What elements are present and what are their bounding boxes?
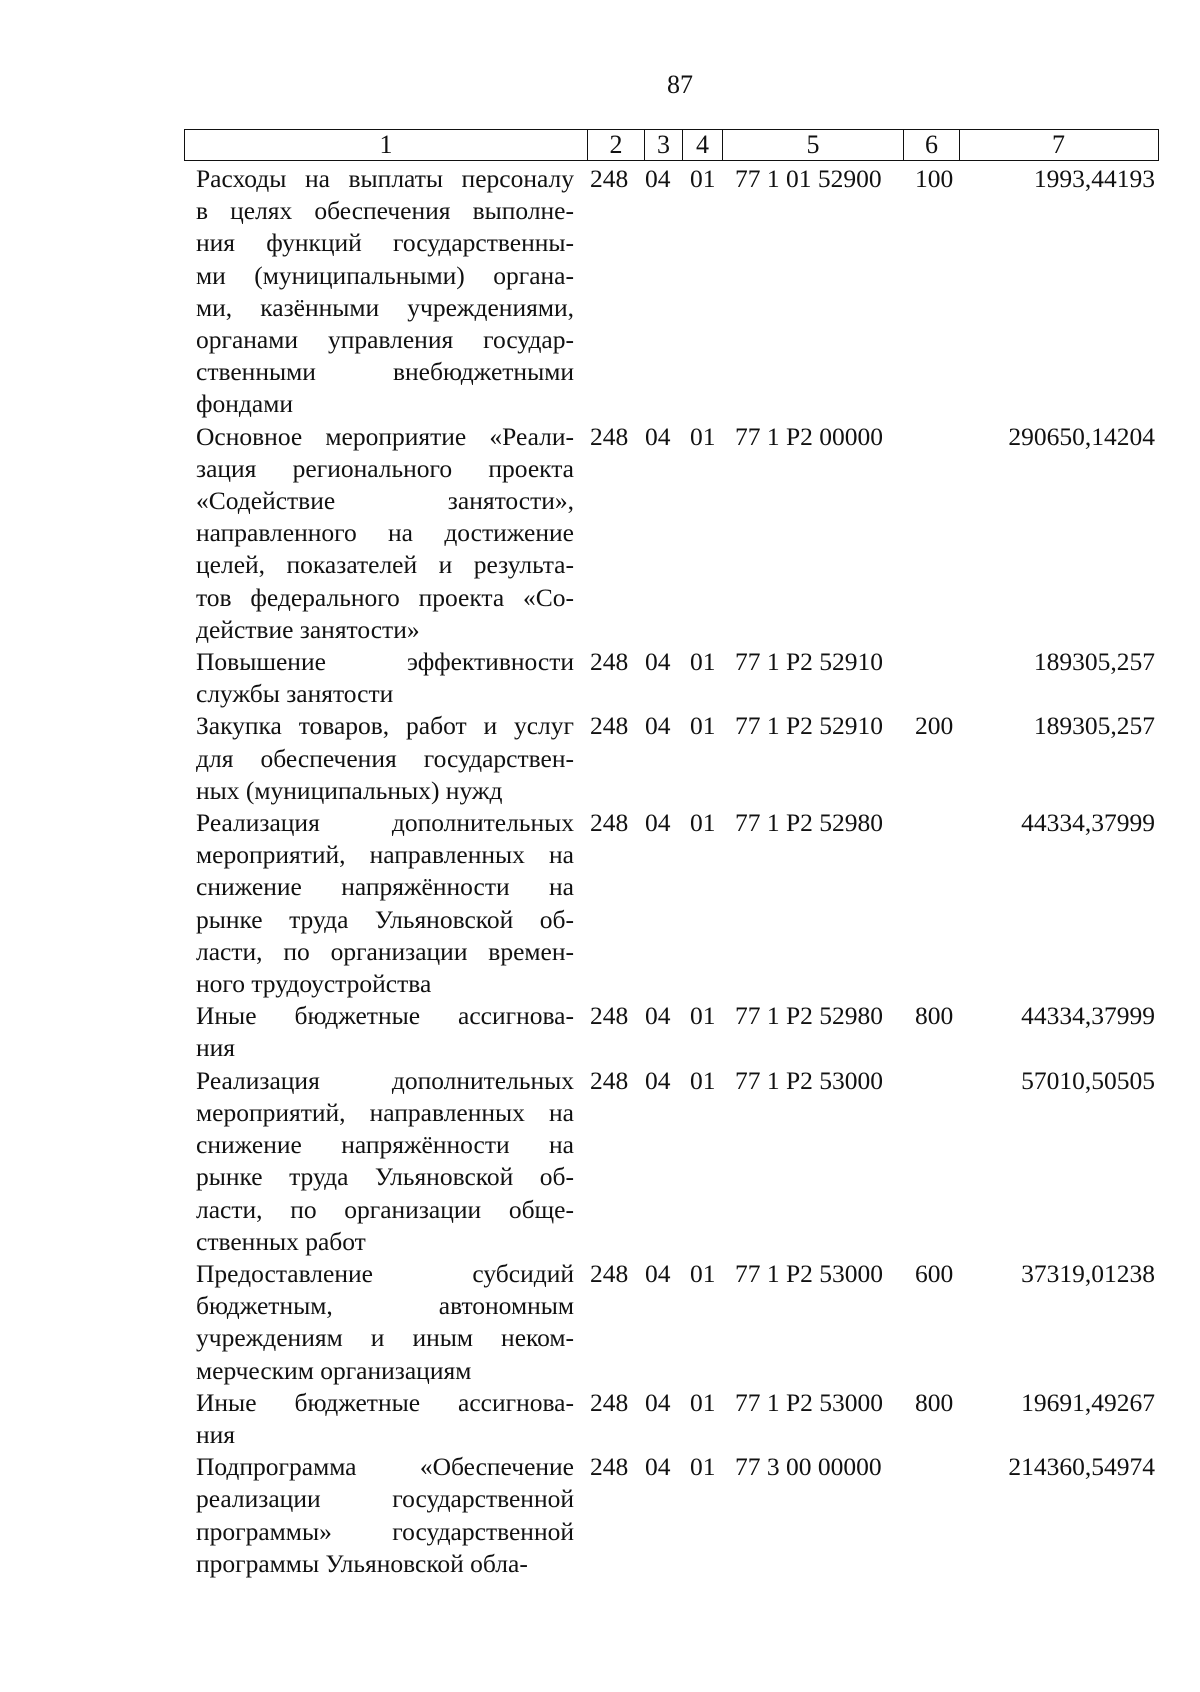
- cell-col-6: 800: [915, 1387, 954, 1417]
- row-description: [196, 163, 574, 421]
- table-row: [196, 1258, 1196, 1387]
- table-row: [196, 1387, 1196, 1451]
- header-col-5: 5: [723, 130, 904, 160]
- cell-col-4: 01: [690, 1065, 716, 1095]
- cell-col-5: 77 1 Р2 00000: [735, 421, 884, 451]
- cell-col-5: 77 1 01 52900: [735, 164, 882, 193]
- cell-col-7: 1993,44193: [1033, 164, 1155, 193]
- table-row: [196, 646, 1196, 710]
- description-line: мероприятий, направленных на: [196, 1097, 574, 1127]
- cell-col-2: 248: [590, 1258, 629, 1288]
- cell-col-2: 248: [590, 711, 629, 741]
- cell-col-4: 01: [690, 808, 716, 838]
- description-line: ственными внебюджетными: [196, 357, 574, 387]
- description-line: бюджетным, автономным: [196, 1291, 574, 1321]
- cell-col-2: 248: [590, 1452, 629, 1482]
- cell-col-7: 19691,49267: [1021, 1387, 1155, 1417]
- header-col-3: 3: [645, 130, 683, 160]
- cell-col-7: 189305,257: [1033, 647, 1155, 677]
- table-row: [196, 710, 1196, 807]
- description-line: ми, казёнными учреждениями,: [196, 292, 574, 322]
- description-line: действие занятости»: [196, 614, 420, 644]
- header-col-6: 6: [904, 130, 960, 160]
- row-description: [196, 1387, 574, 1451]
- table-row: [196, 421, 1196, 646]
- description-line: ми (муниципальными) органа-: [196, 260, 574, 290]
- cell-col-4: 01: [690, 1001, 716, 1031]
- page-number: 87: [667, 70, 693, 99]
- description-line: органами управления государ-: [196, 325, 574, 355]
- header-col-1: 1: [185, 130, 588, 160]
- description-line: рынке труда Ульяновской об-: [196, 1162, 574, 1192]
- cell-col-6: 800: [915, 1001, 954, 1031]
- description-line: «Содействие занятости»,: [196, 486, 574, 516]
- table-row: [196, 1000, 1196, 1064]
- row-description: [196, 710, 574, 807]
- cell-col-3: 04: [645, 1001, 671, 1031]
- row-description: [196, 1451, 574, 1580]
- description-line: Закупка товаров, работ и услуг: [196, 711, 574, 741]
- description-line: программы» государственной: [196, 1516, 574, 1546]
- row-description: [196, 646, 574, 710]
- cell-col-3: 04: [645, 1387, 671, 1417]
- description-line: ласти, по организации времен-: [196, 936, 574, 966]
- cell-col-7: 44334,37999: [1021, 808, 1155, 838]
- cell-col-2: 248: [590, 1001, 629, 1031]
- description-line: тов федерального проекта «Со-: [196, 582, 574, 612]
- cell-col-4: 01: [690, 1258, 716, 1288]
- cell-col-4: 01: [690, 1452, 716, 1482]
- cell-col-5: 77 1 Р2 52910: [735, 711, 884, 741]
- row-description: [196, 1000, 574, 1064]
- table-row: [196, 1065, 1196, 1258]
- cell-col-6: 200: [915, 711, 954, 741]
- description-line: снижение напряжённости на: [196, 1130, 574, 1160]
- description-line: целей, показателей и результа-: [196, 550, 574, 580]
- description-line: фондами: [196, 389, 293, 419]
- cell-col-3: 04: [645, 647, 671, 677]
- cell-col-5: 77 3 00 00000: [735, 1452, 882, 1482]
- table-body: [196, 163, 1196, 1580]
- row-description: [196, 1065, 574, 1258]
- description-line: ния функций государственны-: [196, 228, 574, 258]
- cell-col-2: 248: [590, 647, 629, 677]
- cell-col-5: 77 1 Р2 53000: [735, 1258, 884, 1288]
- description-line: ных (муниципальных) нужд: [196, 775, 503, 805]
- description-line: мероприятий, направленных на: [196, 840, 574, 870]
- header-col-4: 4: [683, 130, 723, 160]
- description-line: зация регионального проекта: [196, 453, 574, 483]
- cell-col-2: 248: [590, 164, 629, 193]
- description-line: снижение напряжённости на: [196, 872, 574, 902]
- cell-col-3: 04: [645, 808, 671, 838]
- cell-col-4: 01: [690, 647, 716, 677]
- table-row: [196, 807, 1196, 1000]
- description-line: Повышение эффективности: [196, 647, 574, 677]
- description-line: ласти, по организации обще-: [196, 1194, 574, 1224]
- description-line: направленного на достижение: [196, 518, 574, 548]
- description-line: Реализация дополнительных: [196, 1065, 574, 1095]
- description-line: Основное мероприятие «Реали-: [196, 421, 574, 451]
- description-line: Иные бюджетные ассигнова-: [196, 1387, 574, 1417]
- description-line: учреждениям и иным неком-: [196, 1323, 574, 1353]
- description-line: службы занятости: [196, 679, 394, 709]
- cell-col-2: 248: [590, 1065, 629, 1095]
- description-line: ственных работ: [196, 1226, 366, 1256]
- cell-col-5: 77 1 Р2 52980: [735, 1001, 884, 1031]
- cell-col-3: 04: [645, 164, 671, 193]
- cell-col-6: 600: [915, 1258, 954, 1288]
- cell-col-3: 04: [645, 421, 671, 451]
- cell-col-4: 01: [690, 1387, 716, 1417]
- table-row: [196, 1451, 1196, 1580]
- cell-col-4: 01: [690, 421, 716, 451]
- description-line: реализации государственной: [196, 1484, 574, 1514]
- row-description: [196, 1258, 574, 1387]
- cell-col-3: 04: [645, 711, 671, 741]
- description-line: в целях обеспечения выполне-: [196, 196, 574, 226]
- cell-col-5: 77 1 Р2 53000: [735, 1387, 884, 1417]
- cell-col-7: 57010,50505: [1021, 1065, 1155, 1095]
- row-description: [196, 421, 574, 646]
- table-row: [196, 163, 1196, 421]
- cell-col-5: 77 1 Р2 53000: [735, 1065, 884, 1095]
- description-line: программы Ульяновской обла-: [196, 1548, 528, 1578]
- cell-col-5: 77 1 Р2 52980: [735, 808, 884, 838]
- cell-col-3: 04: [645, 1452, 671, 1482]
- cell-col-7: 37319,01238: [1021, 1258, 1155, 1288]
- cell-col-7: 214360,54974: [1008, 1452, 1155, 1482]
- cell-col-4: 01: [690, 711, 716, 741]
- cell-col-4: 01: [690, 164, 716, 193]
- cell-col-6: 100: [915, 164, 954, 193]
- cell-col-3: 04: [645, 1065, 671, 1095]
- description-line: для обеспечения государствен-: [196, 743, 574, 773]
- description-line: Расходы на выплаты персоналу: [196, 164, 574, 193]
- cell-col-7: 44334,37999: [1021, 1001, 1155, 1031]
- description-line: Предоставление субсидий: [196, 1258, 574, 1288]
- cell-col-7: 290650,14204: [1008, 421, 1155, 451]
- row-description: [196, 807, 574, 1000]
- cell-col-2: 248: [590, 808, 629, 838]
- description-line: Подпрограмма «Обеспечение: [196, 1452, 574, 1482]
- cell-col-2: 248: [590, 1387, 629, 1417]
- description-line: Иные бюджетные ассигнова-: [196, 1001, 574, 1031]
- cell-col-3: 04: [645, 1258, 671, 1288]
- header-col-7: 7: [1052, 130, 1065, 159]
- cell-col-5: 77 1 Р2 52910: [735, 647, 884, 677]
- description-line: Реализация дополнительных: [196, 808, 574, 838]
- header-col-2: 2: [588, 130, 645, 160]
- description-line: ного трудоустройства: [196, 969, 432, 999]
- description-line: мерческим организациям: [196, 1355, 472, 1385]
- description-line: рынке труда Ульяновской об-: [196, 904, 574, 934]
- cell-col-2: 248: [590, 421, 629, 451]
- description-line: ния: [196, 1419, 236, 1449]
- cell-col-7: 189305,257: [1033, 711, 1155, 741]
- table-header: [184, 129, 1159, 161]
- description-line: ния: [196, 1033, 236, 1063]
